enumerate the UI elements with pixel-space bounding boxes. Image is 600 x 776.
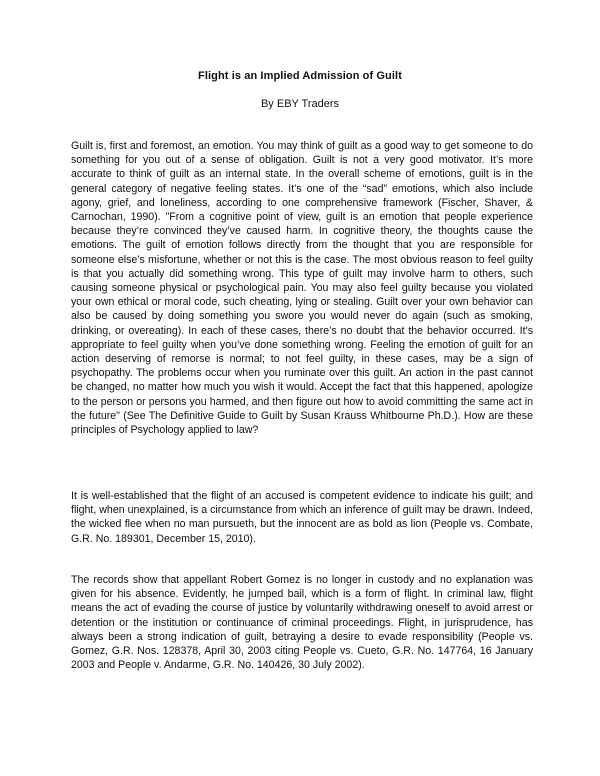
paragraph-guilt-emotion: Guilt is, first and foremost, an emotion. You may think of guilt as a good way to get someone to do something for you out of a sense of obligation. Guilt is not a very good motivator. It’s more accurate to think of guilt as an internal state. In the overall scheme of emotions, guilt is in the general category of negative feeling states. It’s one of the “sad” emotions, which also include agony, grief, and loneliness, according to one comprehensive framework (Fischer, Shaver, & Carnochan, 1990). "From a cognitive point of view, guilt is an emotion that people experience because they’re convinced they’ve caused harm. In cognitive theory, the thoughts cause the emotions. The guilt of emotion follows directly from the thought that you are responsible for someone else’s misfortune, whether or not this is the case. The most obvious reason to feel guilty is that you actually did something wrong. This type of guilt may involve harm to others, such causing someone physical or psychological pain. You may also feel guilty because you violated your own ethical or moral code, such cheating, lying or stealing. Guilt over your own behavior can also be caused by doing something you swore you would never do again (such as smoking, drinking, or overeating). In each of these cases, there’s no doubt that the behavior occurred. It’s appropriate to feel guilty when you’ve done something wrong. Feeling the emotion of guilt for an action deserving of remorse is normal; to not feel guilty, in these cases, may be a sign of psychopathy. The problems occur when you ruminate over this guilt. An action in the past cannot be changed, no matter how much you wish it would. Accept the fact that this happened, apologize to the person or persons you harmed, and then figure out how to avoid committing the same act in the future" (See The Definitive Guide to Guilt by Susan Krauss Whitbourne Ph.D.). How are these principles of Psychology applied to law? (71, 140, 533, 437)
paragraph-gomez-case: The records show that appellant Robert Gomez is no longer in custody and no explanation was given for his absence. Evidently, he jumped bail, which is a form of flight. In criminal law, flight means the act of evading the course of justice by voluntarily withdrawing oneself to avoid arrest or detention or the institution or continuance of criminal proceedings. Flight, in jurisprudence, has always been a strong indication of guilt, betraying a desire to evade responsibility (People vs. Gomez, G.R. Nos. 128378, April 30, 2003 citing People vs. Cueto, G.R. No. 147764, 16 January 2003 and People v. Andarme, G.R. No. 140426, 30 July 2002). (71, 574, 533, 672)
paragraph-flight-evidence: It is well-established that the flight of an accused is competent evidence to indicate his guilt; and flight, when unexplained, is a circumstance from which an inference of guilt may be drawn. Indeed, the wicked flee when no man pursueth, but the innocent are as bold as lion (People vs. Combate, G.R. No. 189301, December 15, 2010). (71, 490, 533, 545)
document-title: Flight is an Implied Admission of Guilt (198, 70, 402, 82)
document-byline: By EBY Traders (260, 98, 340, 110)
